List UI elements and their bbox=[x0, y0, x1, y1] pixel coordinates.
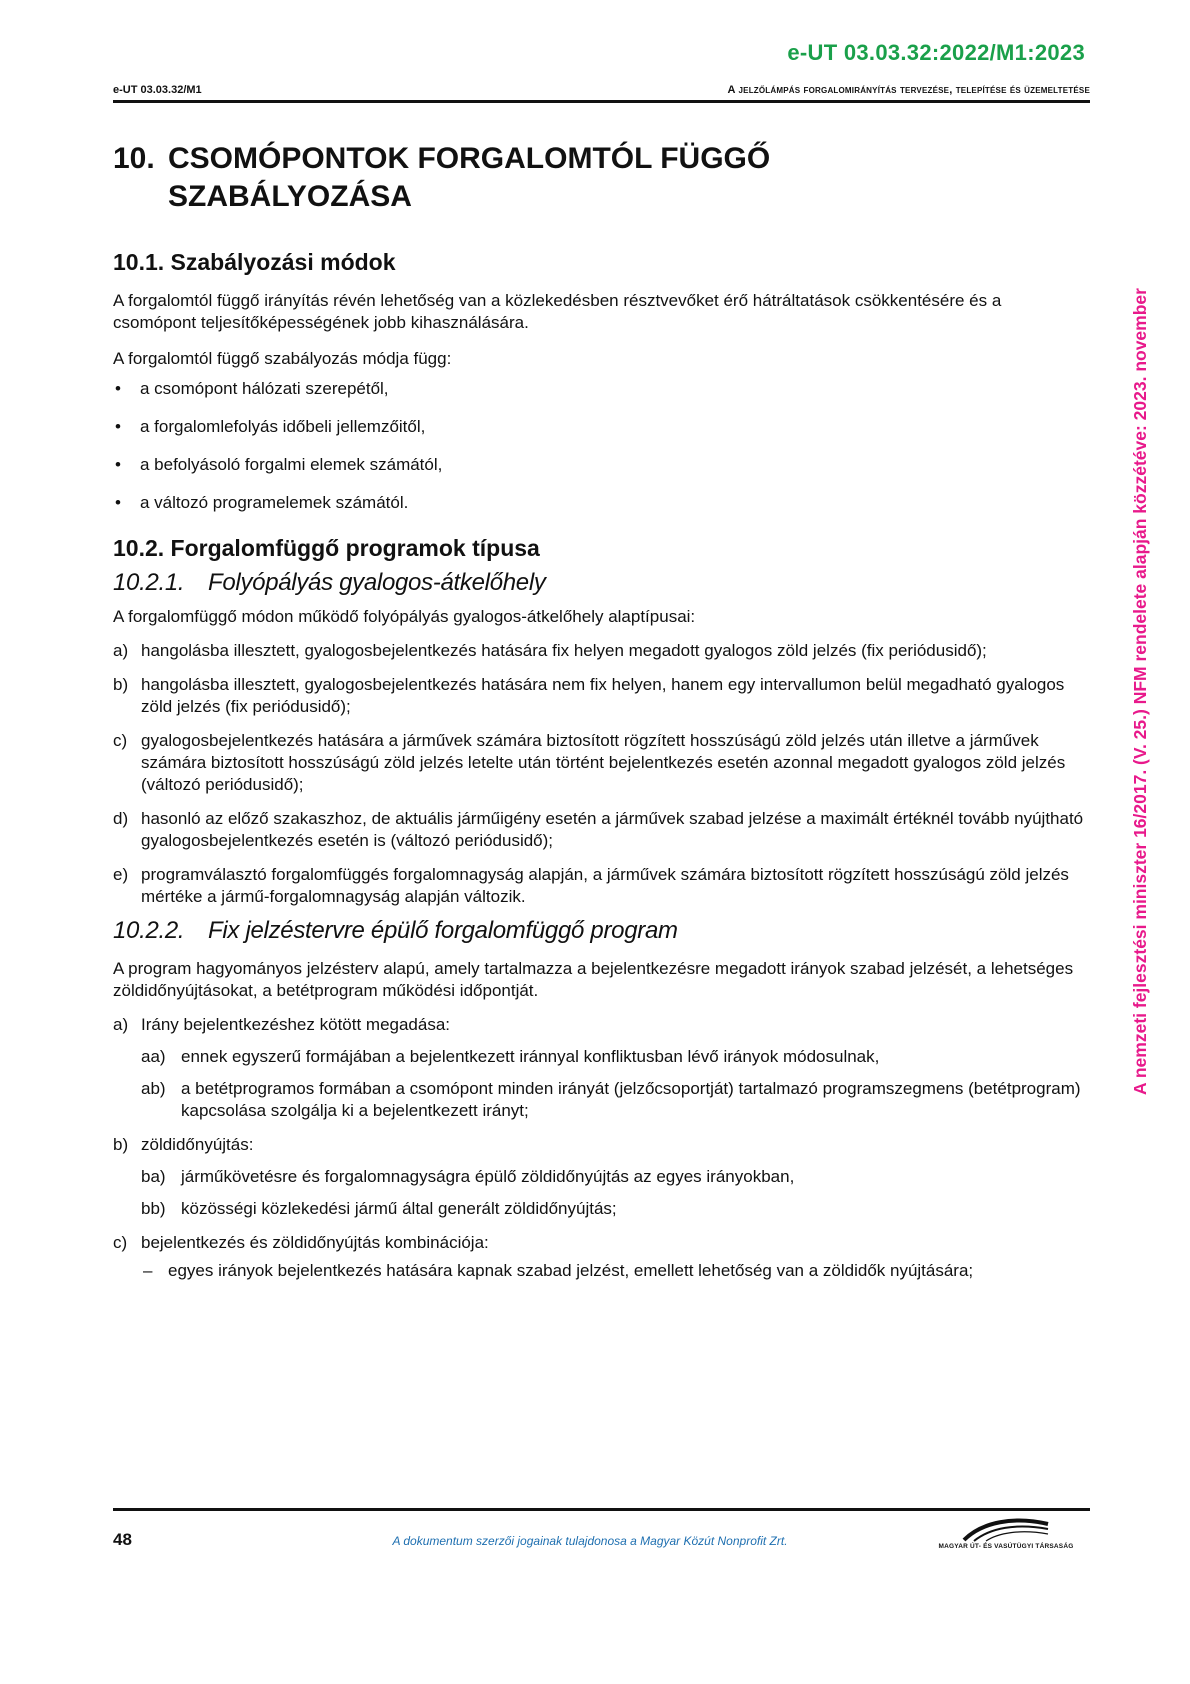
sub-item-text: közösségi közlekedési jármű által generált zöldidőnyújtás; bbox=[181, 1199, 617, 1218]
bullet-list bbox=[113, 378, 1088, 514]
section-10-1-list-intro: A forgalomtól függő szabályozás módja függ: bbox=[113, 349, 452, 368]
item-text: hasonló az előző szakaszhoz, de aktuális járműigény esetén a járművek szabad jelzése a maximált értéknél tovább nyújtható gyalogosbejelentkezés esetén is (változó periódusidő); bbox=[141, 809, 1084, 850]
item-text: programválasztó forgalomfüggés forgalomnagyság alapján, a járművek számára biztosított rögzített hosszúságú zöld jelzés mértéke a jármű-forgalomnagyság alapján változik. bbox=[141, 865, 1069, 906]
list-item bbox=[113, 674, 1088, 718]
list-item bbox=[113, 1014, 1088, 1036]
running-header-right: A jelzőlámpás forgalomirányítás tervezése, telepítése és üzemeltetése bbox=[727, 84, 1090, 96]
subsection-number: 10.2.1. bbox=[113, 569, 185, 596]
subsection-10-2-2-intro: A program hagyományos jelzésterv alapú, amely tartalmazza a bejelentkezésre megadott irányok szabad jelzését, a lehetséges zöldidőnyújtásokat, a betétprogram működési időpontját. bbox=[113, 959, 1074, 1000]
chapter-title-line1: CSOMÓPONTOK FORGALOMTÓL FÜGGŐ bbox=[168, 142, 771, 175]
subsection-heading-10-2-1 bbox=[113, 568, 1088, 598]
footer-rule bbox=[113, 1508, 1090, 1511]
society-logo bbox=[922, 1516, 1090, 1556]
sub-item-label: aa) bbox=[141, 1047, 166, 1066]
list-item: • a befolyásoló forgalmi elemek számától, bbox=[113, 454, 1088, 476]
item-label: a) bbox=[113, 641, 129, 660]
running-header bbox=[113, 84, 1090, 103]
sub-item bbox=[113, 1046, 1088, 1068]
sub-item-label: bb) bbox=[141, 1199, 166, 1218]
subsection-title: Folyópályás gyalogos-átkelőhely bbox=[208, 569, 546, 596]
list-item bbox=[113, 640, 1088, 662]
sub-item bbox=[113, 1198, 1088, 1220]
list-item: • a változó programelemek számától. bbox=[113, 492, 1088, 514]
item-text: hangolásba illesztett, gyalogosbejelentkezés hatására fix helyen megadott gyalogos zöld jelzés (fix periódusidő); bbox=[141, 641, 987, 660]
logo-text: MAGYAR ÚT- ÉS VASÚTÜGYI TÁRSASÁG bbox=[938, 1543, 1074, 1550]
list-item: • a csomópont hálózati szerepétől, bbox=[113, 378, 1088, 400]
dash-item bbox=[113, 1260, 1088, 1282]
section-10-1-intro: A forgalomtól függő irányítás révén lehetőség van a közlekedésben résztvevőket érő hátráltatások csökkentésére és a csomópont teljesítőképességének jobb kihasználására. bbox=[113, 291, 1002, 332]
subsection-heading-10-2-2 bbox=[113, 916, 1088, 946]
item-label: d) bbox=[113, 809, 129, 828]
running-header-left: e-UT 03.03.32/M1 bbox=[113, 84, 202, 96]
sub-item-text: a betétprogramos formában a csomópont minden irányát (jelzőcsoportját) tartalmazó programszegmens (betétprogram) kapcsolása szolgálja ki a bejelentkezett irányt; bbox=[181, 1079, 1081, 1120]
sub-item-label: ab) bbox=[141, 1079, 166, 1098]
page-number: 48 bbox=[113, 1530, 132, 1549]
item-label: c) bbox=[113, 1233, 128, 1252]
section-heading-10-1: 10.1. Szabályozási módok bbox=[113, 249, 396, 275]
item-text: hangolásba illesztett, gyalogosbejelentkezés hatására nem fix helyen, hanem egy intervallumon belül megadható gyalogos zöld jelzés (fix periódusidő); bbox=[141, 675, 1065, 716]
sub-item bbox=[113, 1078, 1088, 1122]
copyright-notice: A dokumentum szerzői jogainak tulajdonosa a Magyar Közút Nonprofit Zrt. bbox=[392, 1534, 788, 1548]
item-text: zöldidőnyújtás: bbox=[141, 1135, 254, 1154]
item-label: a) bbox=[113, 1015, 129, 1034]
sub-item-text: ennek egyszerű formájában a bejelentkezett iránnyal konfliktusban lévő irányok módosulnak, bbox=[181, 1047, 880, 1066]
item-label: b) bbox=[113, 1135, 129, 1154]
item-text: bejelentkezés és zöldidőnyújtás kombinációja: bbox=[141, 1233, 489, 1252]
chapter-number: 10. bbox=[113, 142, 155, 175]
sub-item-label: ba) bbox=[141, 1167, 166, 1186]
subsection-title: Fix jelzéstervre épülő forgalomfüggő program bbox=[208, 917, 678, 944]
list-item: • a forgalomlefolyás időbeli jellemzőitől, bbox=[113, 416, 1088, 438]
page-content bbox=[113, 140, 1088, 1282]
subsection-10-2-1-intro: A forgalomfüggő módon működő folyópályás gyalogos-átkelőhely alaptípusai: bbox=[113, 607, 696, 626]
list-item bbox=[113, 730, 1088, 796]
item-text: Irány bejelentkezéshez kötött megadása: bbox=[141, 1015, 451, 1034]
sub-item bbox=[113, 1166, 1088, 1188]
chapter-title-line2: SZABÁLYOZÁSA bbox=[168, 180, 412, 213]
list-item bbox=[113, 1232, 1088, 1254]
item-label: c) bbox=[113, 731, 128, 750]
document-stamp: e-UT 03.03.32:2022/M1:2023 bbox=[787, 40, 1085, 65]
section-heading-10-2: 10.2. Forgalomfüggő programok típusa bbox=[113, 535, 540, 561]
list-item bbox=[113, 864, 1088, 908]
subsection-number: 10.2.2. bbox=[113, 917, 185, 944]
sub-item-text: járműkövetésre és forgalomnagyságra épülő zöldidőnyújtás az egyes irányokban, bbox=[181, 1167, 795, 1186]
list-item bbox=[113, 1134, 1088, 1156]
chapter-title-text bbox=[168, 140, 770, 216]
item-label: e) bbox=[113, 865, 129, 884]
sidebar-publication-note: A nemzeti fejlesztési miniszter 16/2017. (V. 25.) NFM rendelete alapján közzétéve: 2023. november bbox=[1130, 288, 1150, 1095]
road-swoosh-icon bbox=[962, 1516, 1050, 1542]
chapter-title bbox=[113, 140, 1088, 216]
item-label: b) bbox=[113, 675, 129, 694]
dash-text: egyes irányok bejelentkezés hatására kapnak szabad jelzést, emellett lehetőség van a zöldidők nyújtására; bbox=[168, 1261, 974, 1280]
item-text: gyalogosbejelentkezés hatására a járművek számára biztosított rögzített hosszúságú zöld jelzés után illetve a járművek számára biztosított hosszúságú zöld jelzés letelte után történt bejelentkezés esetén azonnal megadott gyalogos zöld jelzés (változó periódusidő); bbox=[141, 731, 1066, 794]
dash-label: – bbox=[143, 1261, 153, 1280]
list-item bbox=[113, 808, 1088, 852]
